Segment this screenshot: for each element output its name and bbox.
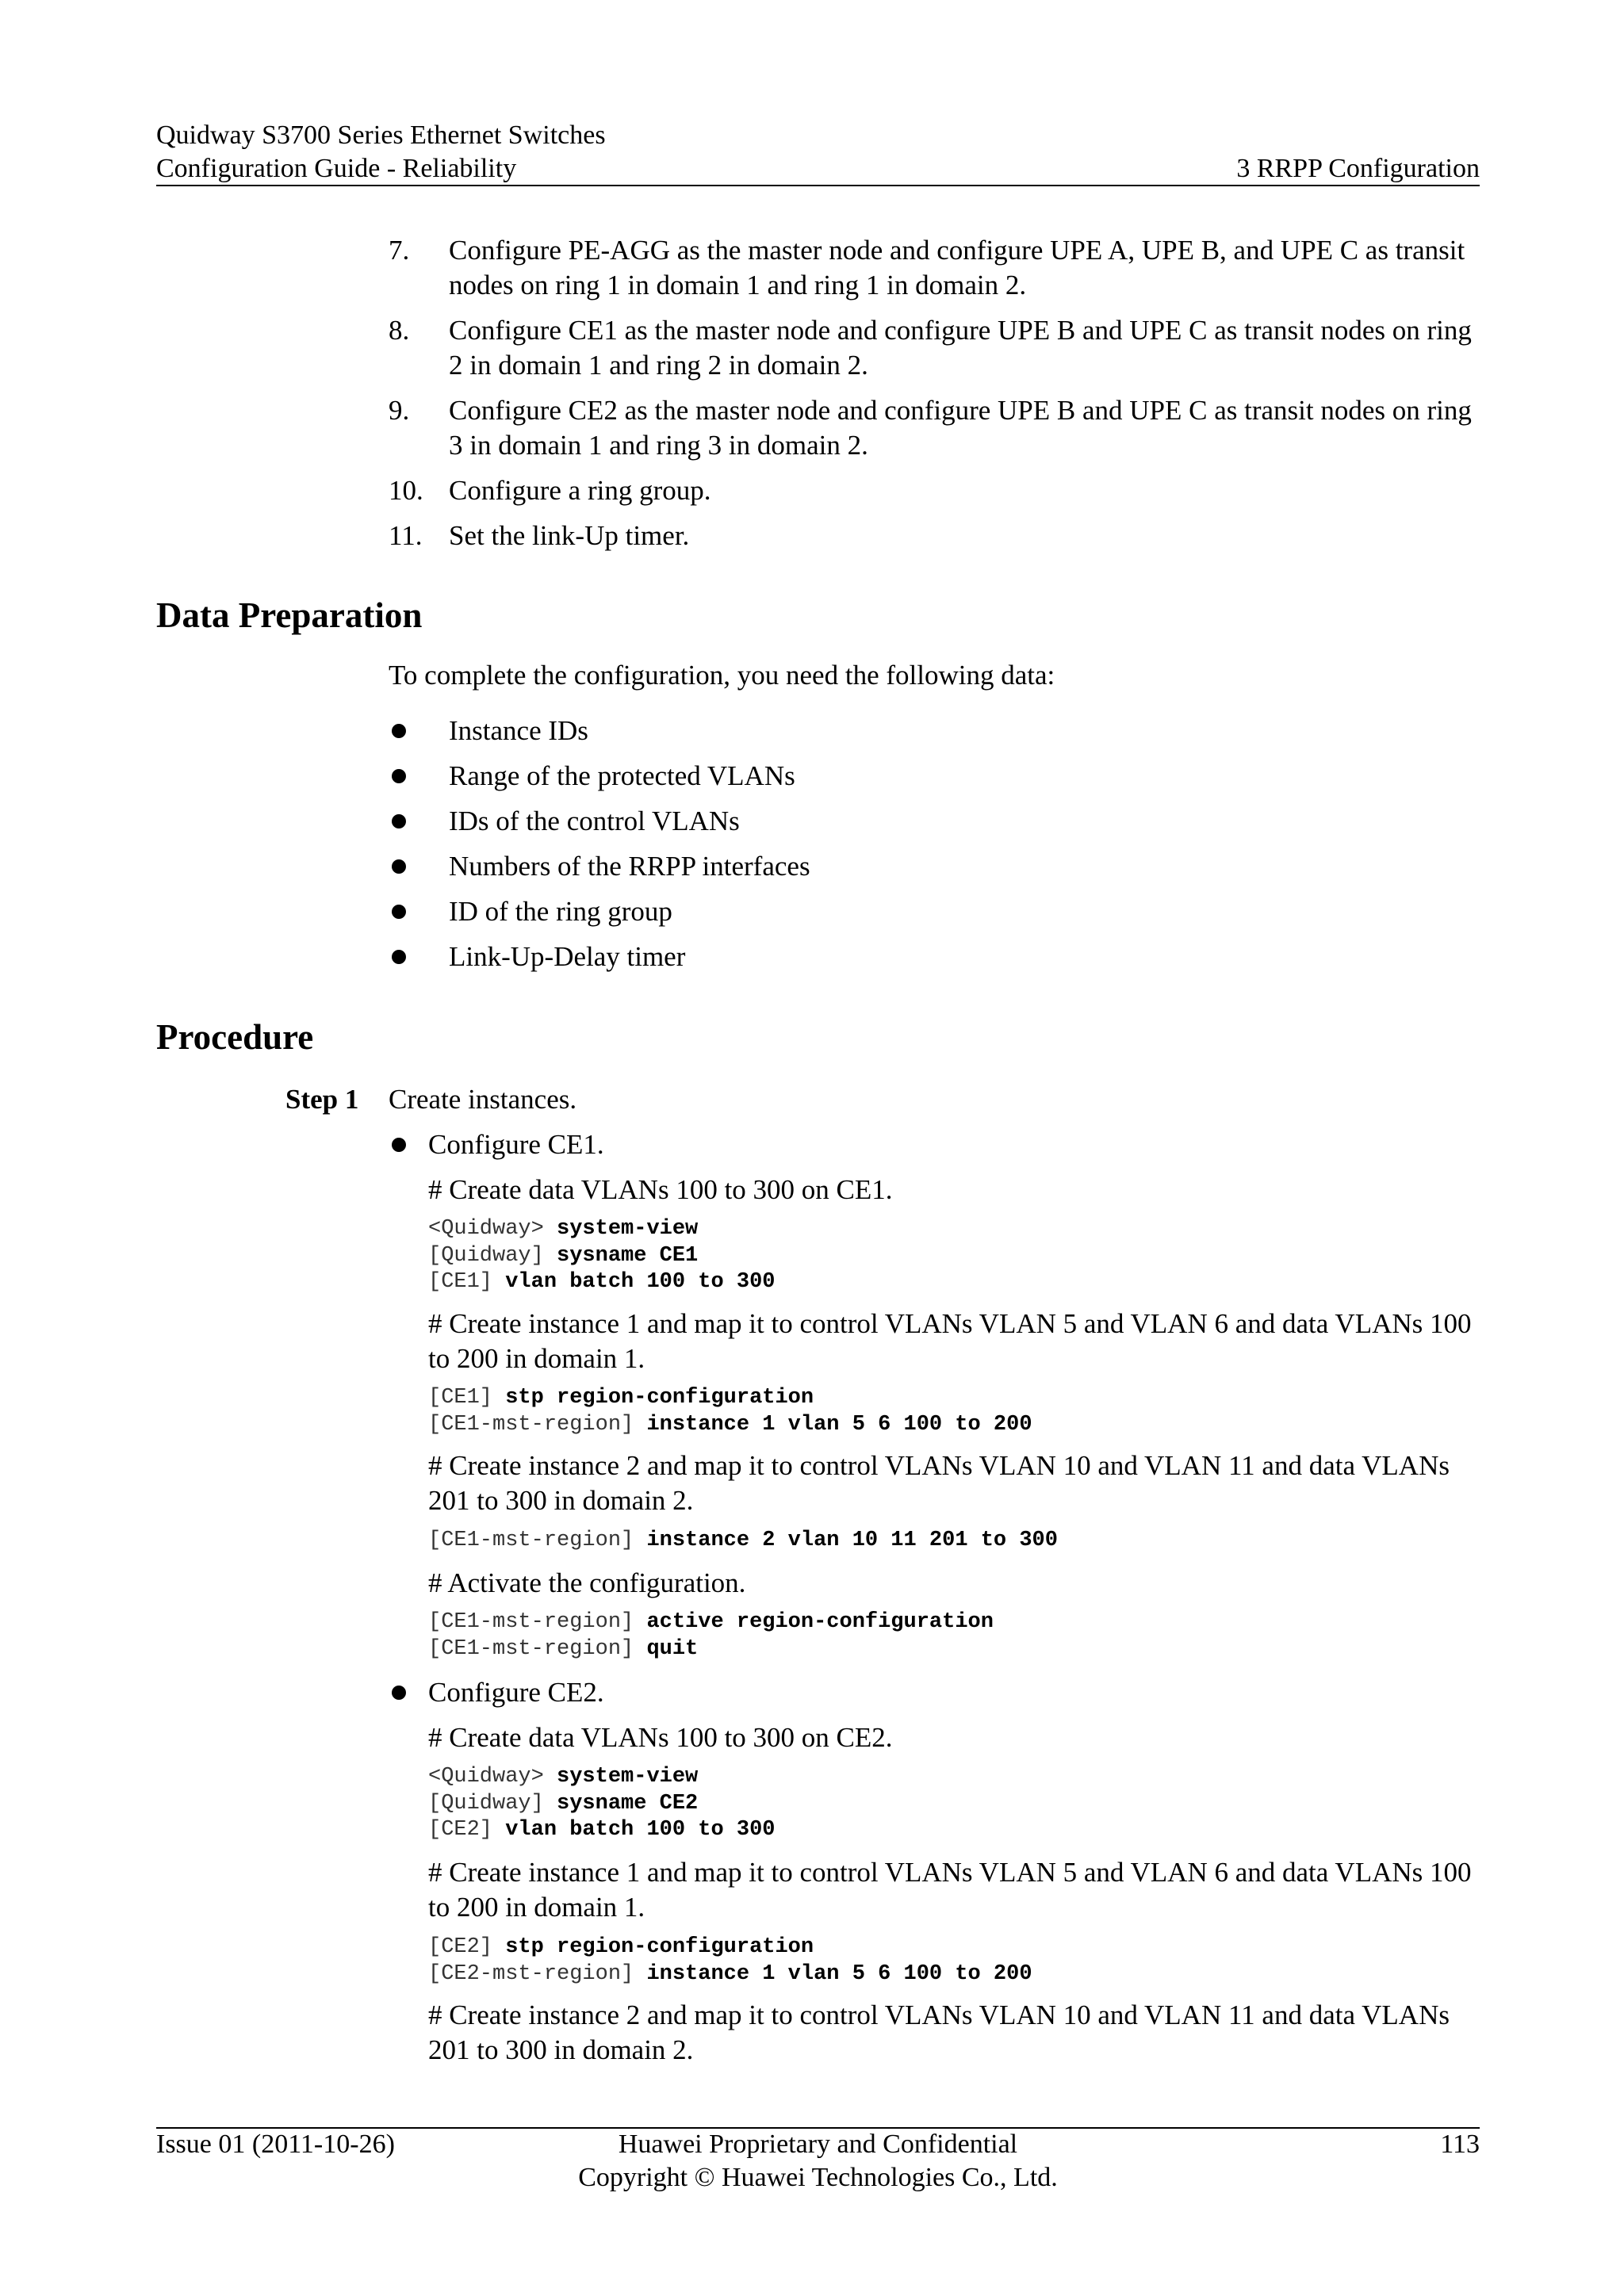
code-line xyxy=(428,1528,1058,1555)
code-block xyxy=(428,1216,775,1296)
code-line xyxy=(428,1385,1032,1412)
code-prompt: [CE2] xyxy=(428,1935,493,1959)
section-heading-data-preparation: Data Preparation xyxy=(156,595,423,635)
code-command: stp region-configuration xyxy=(505,1935,814,1959)
step-text: Create instances. xyxy=(389,1084,577,1115)
code-line xyxy=(428,1269,775,1296)
code-command: stp region-configuration xyxy=(505,1386,814,1410)
code-prompt: [CE1-mst-region] xyxy=(428,1636,634,1661)
bullet-item xyxy=(389,894,672,929)
code-prompt: [CE1-mst-region] xyxy=(428,1610,634,1634)
item-number: 9. xyxy=(389,395,410,426)
code-prompt: [Quidway] xyxy=(428,1791,544,1816)
page-header xyxy=(156,119,1480,186)
code-block xyxy=(428,1609,994,1663)
list-item xyxy=(389,313,1481,383)
item-text: Set the link-Up timer. xyxy=(449,520,690,551)
bullet-text: Link-Up-Delay timer xyxy=(449,941,686,972)
footer-copyright: Copyright © Huawei Technologies Co., Ltd. xyxy=(578,2163,1058,2192)
code-line xyxy=(428,1609,994,1636)
bullet-text: Configure CE1. xyxy=(428,1129,604,1160)
bullet-item xyxy=(389,849,810,884)
bullet-text: ID of the ring group xyxy=(449,896,672,927)
bullet-icon xyxy=(392,769,406,783)
step-label: Step 1 xyxy=(285,1084,359,1115)
footer-issue: Issue 01 (2011-10-26) xyxy=(156,2130,395,2159)
code-command: instance 2 vlan 10 11 201 to 300 xyxy=(646,1529,1058,1552)
bullet-item xyxy=(389,759,795,794)
bullet-item xyxy=(389,939,685,974)
code-prompt: [CE1-mst-region] xyxy=(428,1412,634,1437)
code-block xyxy=(428,1764,775,1844)
bullet-item-ce2 xyxy=(389,1675,604,1710)
code-prompt: [CE1] xyxy=(428,1386,493,1410)
bullet-item xyxy=(389,714,588,748)
bullet-icon xyxy=(392,1686,406,1700)
item-number: 7. xyxy=(389,235,410,266)
code-command: instance 1 vlan 5 6 100 to 200 xyxy=(646,1412,1032,1437)
footer-confidential: Huawei Proprietary and Confidential xyxy=(618,2130,1018,2159)
code-command: active region-configuration xyxy=(646,1610,994,1634)
item-text: Configure PE-AGG as the master node and configure UPE A, UPE B, and UPE C as transit nodes on ring 1 in domain 1 and ring 1 in domain 2. xyxy=(449,235,1465,300)
code-command: vlan batch 100 to 300 xyxy=(505,1818,776,1842)
code-command: sysname CE2 xyxy=(557,1791,699,1816)
bullet-text: Configure CE2. xyxy=(428,1677,604,1708)
code-command: system-view xyxy=(557,1217,699,1241)
bullet-icon xyxy=(392,905,406,919)
data-preparation-intro: To complete the configuration, you need the following data: xyxy=(389,660,1055,691)
code-line xyxy=(428,1961,1032,1988)
code-line xyxy=(428,1934,1032,1961)
list-item xyxy=(389,233,1481,303)
bullet-item-ce1 xyxy=(389,1127,604,1162)
code-description: # Activate the configuration. xyxy=(428,1567,746,1598)
item-number: 11. xyxy=(389,520,423,551)
code-line xyxy=(428,1791,775,1818)
code-command: quit xyxy=(646,1636,699,1661)
code-command: system-view xyxy=(557,1765,699,1789)
code-block xyxy=(428,1934,1032,1988)
code-prompt: <Quidway> xyxy=(428,1765,544,1789)
list-item xyxy=(389,519,1481,553)
list-item xyxy=(389,393,1481,463)
bullet-text: Instance IDs xyxy=(449,715,588,746)
code-line xyxy=(428,1817,775,1844)
code-description: # Create data VLANs 100 to 300 on CE2. xyxy=(428,1722,893,1753)
code-description: # Create instance 1 and map it to control VLANs VLAN 5 and VLAN 6 and data VLANs 100 to 200 in domain 1. xyxy=(428,1308,1472,1374)
code-command: sysname CE1 xyxy=(557,1243,699,1268)
code-block xyxy=(428,1385,1032,1438)
item-number: 10. xyxy=(389,475,423,506)
code-description: # Create instance 1 and map it to control VLANs VLAN 5 and VLAN 6 and data VLANs 100 to 200 in domain 1. xyxy=(428,1857,1472,1923)
item-text: Configure a ring group. xyxy=(449,475,711,506)
header-divider xyxy=(156,185,1480,186)
bullet-icon xyxy=(392,950,406,964)
code-description: # Create instance 2 and map it to control VLANs VLAN 10 and VLAN 11 and data VLANs 201 to 300 in domain 2. xyxy=(428,1450,1450,1516)
header-chapter: 3 RRPP Configuration xyxy=(1236,154,1480,183)
code-description: # Create data VLANs 100 to 300 on CE1. xyxy=(428,1174,893,1205)
section-heading-procedure: Procedure xyxy=(156,1017,314,1057)
code-line xyxy=(428,1636,994,1663)
code-command: instance 1 vlan 5 6 100 to 200 xyxy=(646,1961,1032,1986)
code-line xyxy=(428,1243,775,1270)
item-text: Configure CE2 as the master node and configure UPE B and UPE C as transit nodes on ring 3 in domain 1 and ring 3 in domain 2. xyxy=(449,395,1472,461)
list-item xyxy=(389,473,1481,508)
bullet-icon xyxy=(392,814,406,828)
bullet-text: Numbers of the RRPP interfaces xyxy=(449,851,810,882)
bullet-icon xyxy=(392,859,406,874)
code-line xyxy=(428,1216,775,1243)
code-prompt: [CE2-mst-region] xyxy=(428,1961,634,1986)
code-prompt: <Quidway> xyxy=(428,1217,544,1241)
code-prompt: [Quidway] xyxy=(428,1243,544,1268)
header-guide: Configuration Guide - Reliability xyxy=(156,154,517,183)
footer-center xyxy=(156,2128,1480,2195)
page-number: 113 xyxy=(1440,2130,1480,2159)
code-line xyxy=(428,1412,1032,1439)
code-prompt: [CE1-mst-region] xyxy=(428,1529,634,1552)
item-number: 8. xyxy=(389,315,410,346)
code-prompt: [CE2] xyxy=(428,1818,493,1842)
code-description: # Create instance 2 and map it to control VLANs VLAN 10 and VLAN 11 and data VLANs 201 to 300 in domain 2. xyxy=(428,1999,1450,2065)
code-command: vlan batch 100 to 300 xyxy=(505,1270,776,1294)
bullet-item xyxy=(389,804,740,839)
bullet-icon xyxy=(392,1138,406,1152)
code-prompt: [CE1] xyxy=(428,1270,493,1294)
bullet-text: Range of the protected VLANs xyxy=(449,760,795,791)
code-line xyxy=(428,1764,775,1791)
header-product: Quidway S3700 Series Ethernet Switches xyxy=(156,121,606,150)
bullet-icon xyxy=(392,724,406,738)
code-block xyxy=(428,1528,1058,1555)
bullet-text: IDs of the control VLANs xyxy=(449,806,740,836)
item-text: Configure CE1 as the master node and configure UPE B and UPE C as transit nodes on ring 2 in domain 1 and ring 2 in domain 2. xyxy=(449,315,1472,381)
